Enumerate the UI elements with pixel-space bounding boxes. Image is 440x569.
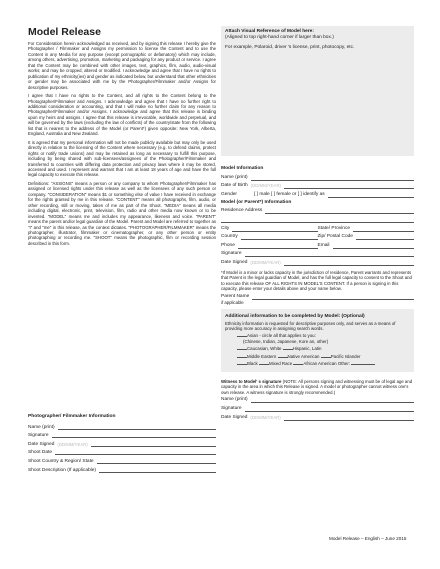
phone-field[interactable]	[238, 244, 318, 249]
model-section	[221, 166, 414, 305]
if-applicable-label: if applicable	[221, 299, 244, 305]
country-field[interactable]	[241, 235, 318, 240]
residence-label: Residence Address	[221, 208, 263, 214]
photographer-date-field[interactable]	[91, 442, 216, 447]
witness-signature-field[interactable]	[245, 407, 414, 412]
witness-section	[221, 379, 414, 421]
model-heading: Model Information	[221, 166, 264, 171]
model-name-field[interactable]	[251, 176, 414, 181]
shoot-country-field[interactable]	[97, 459, 216, 464]
residence-field[interactable]	[265, 209, 414, 214]
witness-heading: Witness to Model' s signature	[221, 378, 282, 384]
witness-signature-label: Signature	[221, 406, 242, 412]
ethnicity-asian[interactable]: Asian - circle all that applies to you:	[237, 332, 410, 340]
page-footer: Model Release – English – June 2015	[329, 536, 407, 541]
parent-name-field[interactable]	[252, 295, 414, 300]
email-field[interactable]	[333, 244, 415, 249]
photographer-signature-field[interactable]	[52, 433, 216, 438]
model-date-label: Date Signed	[221, 259, 248, 265]
page-title: Model Release	[28, 26, 101, 38]
ethnicity-row-3[interactable]: Black Mixed Race African American Other:	[237, 360, 410, 368]
model-date-placeholder: (DD/MM/YEAR)	[250, 259, 281, 265]
witness-note: (NOTE: All persons signing and witnessing must be of legal age and capacity in the area in which this Release is signed. A model or photographer cannot witness one's own release. A witness signature is strongly recommended.)	[221, 378, 413, 395]
model-signature-field[interactable]	[245, 252, 414, 257]
photographer-date-placeholder: (DD/MM/YEAR)	[57, 441, 88, 447]
model-dob-placeholder: (DD/MM/YEAR)	[250, 183, 281, 189]
model-signature-label: Signature	[221, 251, 242, 257]
ethnicity-asian-options: (Chinese, Indian, Japanese, Kore an, other)	[243, 339, 329, 345]
ethnicity-row-2[interactable]: Middle Eastern Native American Pacific Islander	[237, 353, 410, 361]
visual-reference-box[interactable]	[221, 26, 414, 156]
country-label: Country	[221, 234, 238, 240]
model-dob-field[interactable]	[284, 184, 414, 189]
residence-field-line2[interactable]	[221, 218, 414, 223]
photographer-date-label: Date Signed	[28, 441, 55, 447]
zip-label: Zip/ Postal Code	[317, 234, 353, 240]
witness-date-field[interactable]	[284, 416, 414, 421]
photographer-name-field[interactable]	[58, 425, 216, 430]
shoot-date-label: Shoot Date	[28, 450, 53, 456]
shoot-description-field[interactable]	[99, 468, 216, 473]
additional-info-box	[221, 309, 414, 372]
terms-paragraph-privacy: It is agreed that my personal information will not be made publicly available but may only be used directly in relation to the licensing of the Content where necessary (e.g. to defend claims, protect rights or notify trade unions) and may be retained as long as necessary to fulfill this purpose, including by being shared with sub-licensees/assignees of the Photographer/Filmmaker and transferred to countries with differing data protection and privacy laws where it may be stored, accessed and used. I represent and warrant that I am at least 18 years of age and have the full legal capacity to execute this release.	[28, 139, 216, 178]
model-date-field[interactable]	[284, 261, 414, 266]
city-field[interactable]	[232, 227, 317, 232]
state-label: State/ Province	[317, 225, 351, 231]
visual-reference-example: For example, Polaroid, driver 's license, print, photocopy, etc.	[225, 45, 355, 50]
additional-heading: Additional information to be completed by Model: (Optional)	[225, 314, 365, 320]
shoot-description-label: Shoot Description (If applicable)	[28, 467, 96, 473]
model-name-label: Name (print)	[221, 174, 248, 180]
parent-heading: Model (or Parent*) Information	[221, 199, 292, 205]
witness-date-label: Date Signed	[221, 414, 248, 420]
witness-name-field[interactable]	[251, 398, 414, 403]
photographer-name-label: Name (print)	[28, 424, 55, 430]
model-dob-label: Date of Birth	[221, 183, 248, 189]
parent-name-label: Parent Name	[221, 293, 250, 299]
shoot-date-field[interactable]	[55, 450, 216, 455]
release-terms	[28, 41, 216, 249]
witness-name-label: Name (print)	[221, 397, 248, 403]
photographer-signature-label: Signature	[28, 433, 49, 439]
terms-paragraph-rights: I agree that I have no rights to the Content, and all rights to the Content belong to the Photographer/Filmmaker and Assigns. I acknowledge and agree that I have no further right to additional consideration or accounting, and that I will make no further claim for any reason to Photographer/Filmmaker and/or Assigns. I acknowledge and agree that this release is binding upon my heirs and assigns. I agree that this release is irrevocable, worldwide and perpetual, and will be governed by the laws (excluding the law of conflicts) of the country/state from the following list that is nearest to the address of the Model (or Parent*) given opposite: New York, Alberta, England, Australia and New Zealand.	[28, 93, 216, 137]
zip-field[interactable]	[356, 235, 414, 240]
terms-paragraph-consideration: For Consideration herein acknowledged as received, and by signing this release I hereby give the Photographer / Filmmaker and Assigns my permission to license the Content and to use the Content in any Media for any purpose (except pornographic or defamatory) which may include, among others, advertising, promotion, marketing and packaging for any product or service. I agree that the Content may be combined with other images, text, graphics, film, audio, audio-visual works; and may be cropped, altered or modified. I acknowledge and agree that I have no rights to publication of my ethnicity(ies) and gender as indicated below, but understand that other ethnicities or gender may be associated with me by the Photographer/Filmmaker and/or Assigns for descriptive purposes.	[28, 41, 216, 90]
photographer-heading: Photographer/ Filmmaker Information	[28, 414, 116, 419]
ethnicity-row-1[interactable]: Caucasian, White Hispanic, Latin	[237, 345, 410, 353]
state-field[interactable]	[353, 227, 414, 232]
phone-label: Phone	[221, 242, 235, 248]
shoot-country-label: Shoot Country & Region/ State	[28, 458, 94, 464]
gender-identify-field[interactable]	[328, 193, 414, 198]
email-label: Email	[317, 242, 330, 248]
gender-options[interactable]: [ ] male [ ] female or [ ] identify as	[254, 191, 325, 197]
model-gender-label: Gender	[221, 191, 237, 197]
minor-note: *If Model is a minor or lacks capacity in the jurisdiction of residence, Parent warrants and represents that Parent is the legal guardian of Model, and has the full legal capacity to consent to the Shoot and to execute this release OF ALL RIGHTS IN MODEL'S CONTENT. If a person is signing in this capacity, please enter your details above and your name below.	[221, 269, 412, 291]
witness-date-placeholder: (DD/MM/YEAR)	[250, 414, 281, 420]
visual-reference-subheading: (Aligned to top right-hand corner if larger than box.)	[225, 35, 334, 40]
terms-paragraph-definitions: Definitions: "ASSIGNS" means a person or any company to whom Photographer/Filmmaker has assigned or licensed rights under this release as well as the licensees of any such person or company. "CONSIDERATION" means $1 or something else of value I have received in exchange for the rights granted by me in this release. "CONTENT" means all photographs, film, audio, or other recording, still or moving, taken of me as part of the Shoot. "MEDIA" means all media including digital, electronic, print, television, film, radio and other media now known or to be invented. "MODEL" means me and includes my appearance, likeness and voice. "PARENT" means the parent and/or legal guardian of the Model. Parent and Model are referred to together as "I" and "me" in this release, as the context dictates. "PHOTOGRAPHER/FILMMAKER" means the photographer, illustrator, filmmaker or cinematographer, or any other person or entity photographing or recording me. "SHOOT" means the photographic, film or recording session described in this form.	[28, 180, 216, 246]
photographer-section	[28, 412, 216, 473]
ethnicity-intro: Ethnicity information is requested for descriptive purposes only, and serves as a means of providing more accuracy in assigning search words.	[225, 321, 396, 332]
visual-reference-heading: Attach Visual Reference of Model here:	[225, 29, 314, 34]
city-label: City	[221, 225, 230, 231]
